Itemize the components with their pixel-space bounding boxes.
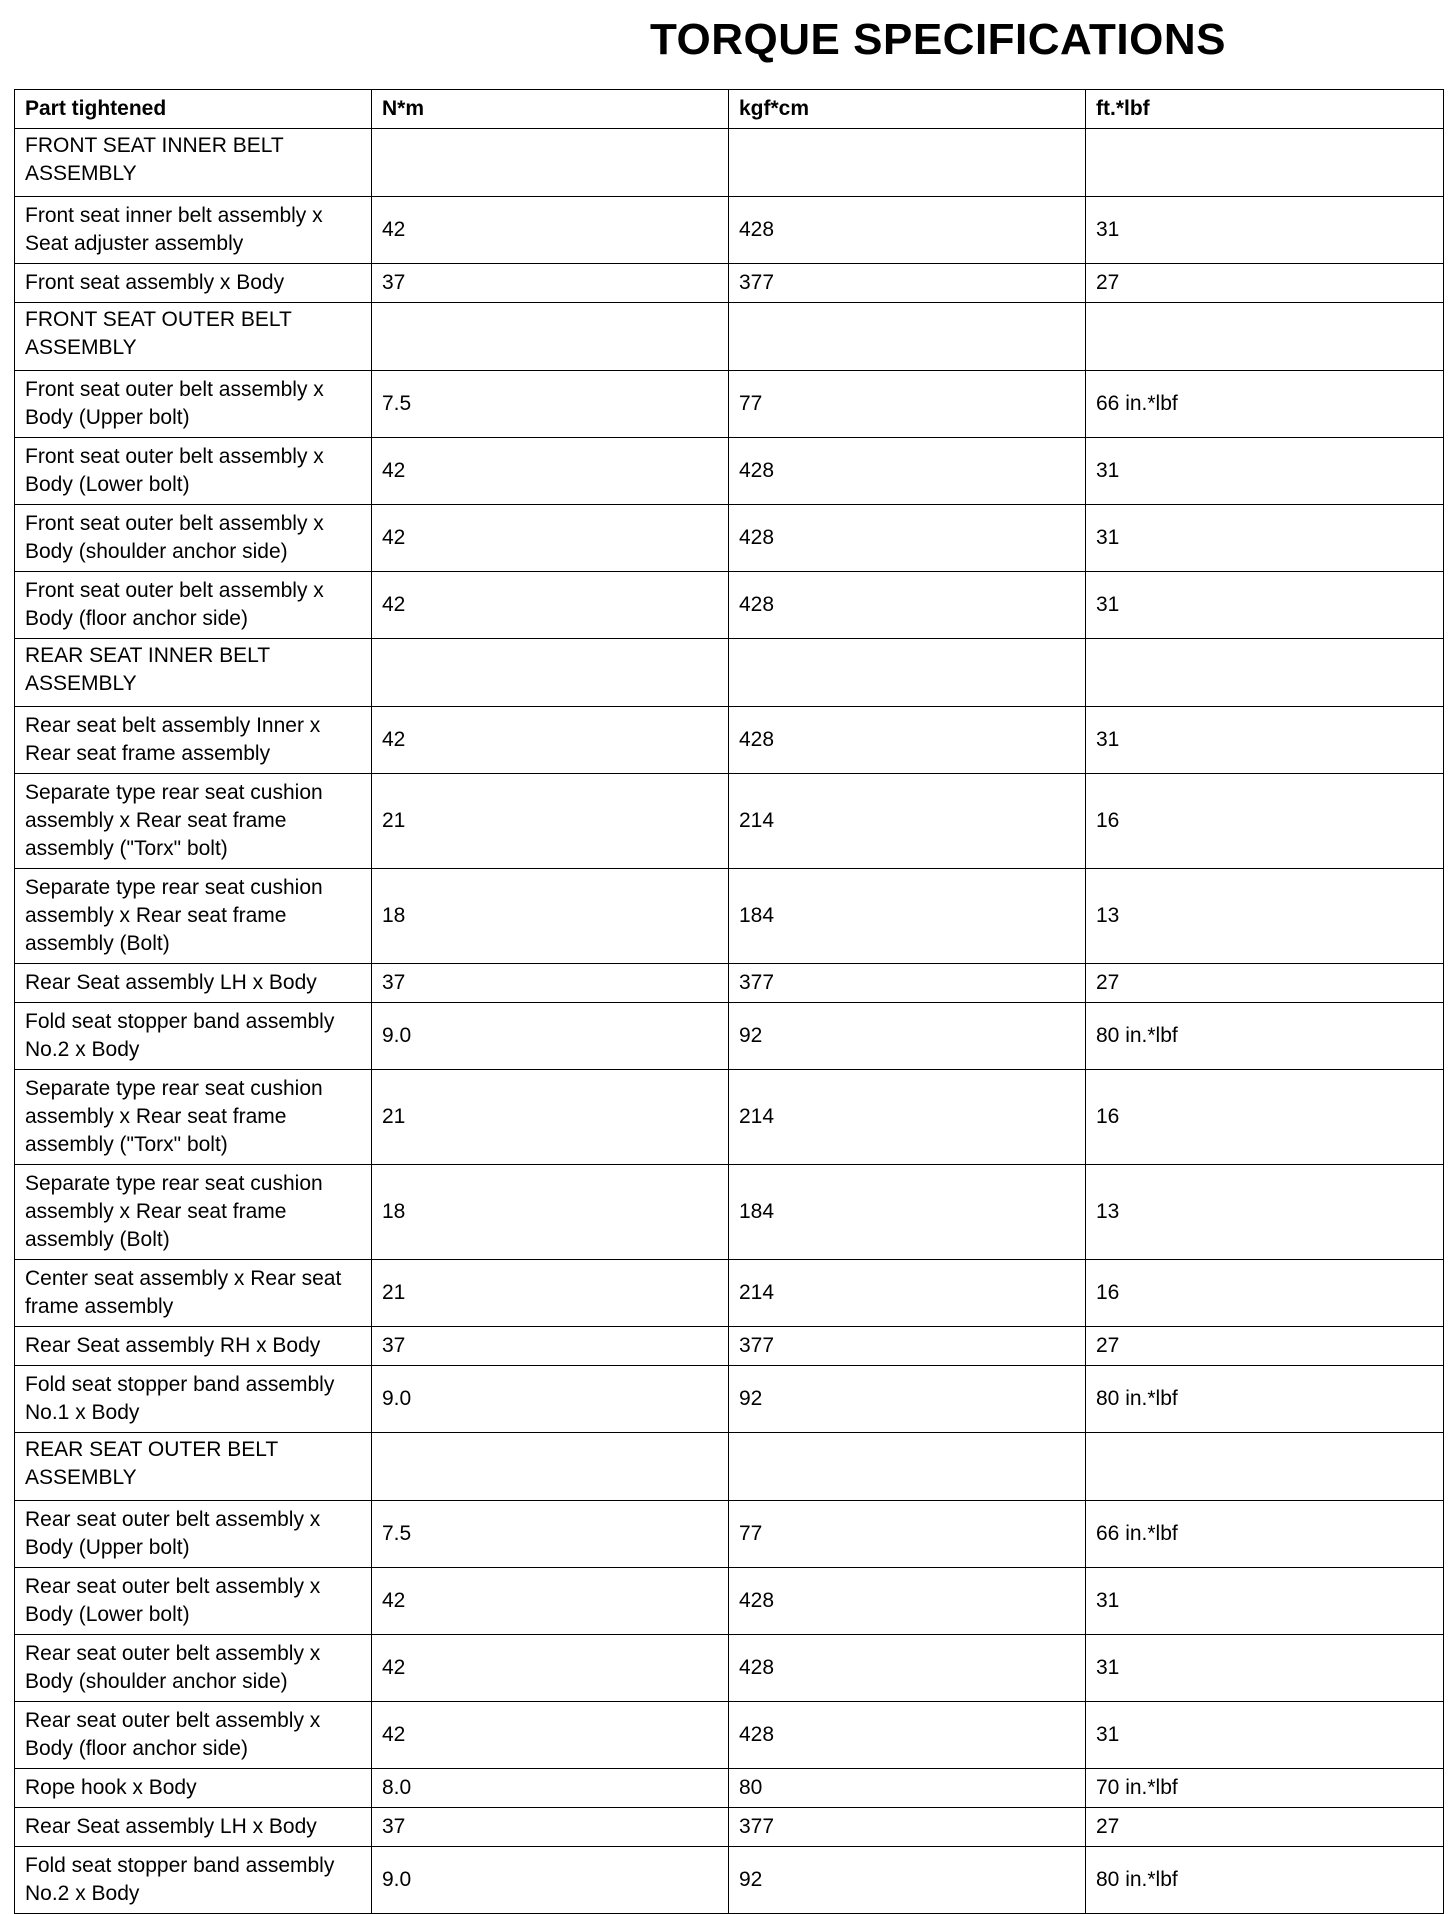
header-kgfcm: kgf*cm (729, 90, 1086, 129)
cell-nm: 8.0 (372, 1769, 729, 1808)
header-nm: N*m (372, 90, 729, 129)
cell-ftlbf: 31 (1086, 1702, 1444, 1769)
cell-part-tightened: Front seat outer belt assembly x Body (Upper bolt) (15, 371, 372, 438)
cell-nm (372, 303, 729, 371)
table-row (15, 1327, 1444, 1366)
cell-nm: 42 (372, 707, 729, 774)
cell-kgfcm: 214 (729, 1070, 1086, 1165)
cell-ftlbf (1086, 129, 1444, 197)
cell-kgfcm: 377 (729, 264, 1086, 303)
table-row (15, 707, 1444, 774)
cell-kgfcm (729, 129, 1086, 197)
torque-spec-table (14, 89, 1444, 1914)
cell-kgfcm: 214 (729, 774, 1086, 869)
cell-ftlbf: 16 (1086, 1070, 1444, 1165)
cell-kgfcm (729, 639, 1086, 707)
cell-nm: 42 (372, 1635, 729, 1702)
cell-nm (372, 129, 729, 197)
cell-ftlbf: 13 (1086, 1165, 1444, 1260)
cell-part-tightened: REAR SEAT OUTER BELT ASSEMBLY (15, 1433, 372, 1501)
cell-ftlbf: 31 (1086, 572, 1444, 639)
cell-part-tightened: Fold seat stopper band assembly No.2 x Body (15, 1003, 372, 1070)
cell-kgfcm: 428 (729, 438, 1086, 505)
cell-ftlbf: 31 (1086, 197, 1444, 264)
cell-ftlbf (1086, 1433, 1444, 1501)
cell-ftlbf: 70 in.*lbf (1086, 1769, 1444, 1808)
table-row (15, 1568, 1444, 1635)
table-row (15, 869, 1444, 964)
cell-kgfcm: 428 (729, 505, 1086, 572)
cell-part-tightened: Rope hook x Body (15, 1769, 372, 1808)
cell-part-tightened: Rear Seat assembly RH x Body (15, 1327, 372, 1366)
cell-nm: 37 (372, 1327, 729, 1366)
table-row (15, 264, 1444, 303)
header-ftlbf: ft.*lbf (1086, 90, 1444, 129)
cell-ftlbf (1086, 639, 1444, 707)
cell-part-tightened: Rear seat outer belt assembly x Body (Upper bolt) (15, 1501, 372, 1568)
table-header (15, 90, 1444, 129)
cell-kgfcm: 184 (729, 1165, 1086, 1260)
cell-ftlbf: 31 (1086, 1568, 1444, 1635)
page-title: TORQUE SPECIFICATIONS (649, 15, 1227, 64)
cell-nm: 21 (372, 1070, 729, 1165)
cell-part-tightened: Front seat outer belt assembly x Body (floor anchor side) (15, 572, 372, 639)
cell-nm: 42 (372, 505, 729, 572)
cell-part-tightened: Center seat assembly x Rear seat frame assembly (15, 1260, 372, 1327)
cell-kgfcm: 377 (729, 1327, 1086, 1366)
cell-kgfcm: 92 (729, 1003, 1086, 1070)
section-row (15, 639, 1444, 707)
cell-nm: 42 (372, 197, 729, 264)
cell-nm: 9.0 (372, 1366, 729, 1433)
cell-nm: 18 (372, 869, 729, 964)
cell-nm: 9.0 (372, 1003, 729, 1070)
section-row (15, 303, 1444, 371)
cell-ftlbf: 13 (1086, 869, 1444, 964)
cell-part-tightened: Separate type rear seat cushion assembly x Rear seat frame assembly ("Torx" bolt) (15, 774, 372, 869)
cell-kgfcm: 428 (729, 1568, 1086, 1635)
cell-ftlbf: 66 in.*lbf (1086, 1501, 1444, 1568)
cell-kgfcm: 428 (729, 1702, 1086, 1769)
table-row (15, 1702, 1444, 1769)
cell-ftlbf: 31 (1086, 505, 1444, 572)
cell-kgfcm: 77 (729, 371, 1086, 438)
header-part-tightened: Part tightened (15, 90, 372, 129)
cell-nm (372, 1433, 729, 1501)
cell-kgfcm: 77 (729, 1501, 1086, 1568)
cell-ftlbf: 31 (1086, 438, 1444, 505)
cell-part-tightened: Rear Seat assembly LH x Body (15, 1808, 372, 1847)
cell-part-tightened: Separate type rear seat cushion assembly x Rear seat frame assembly (Bolt) (15, 869, 372, 964)
table-row (15, 1366, 1444, 1433)
cell-part-tightened: Separate type rear seat cushion assembly x Rear seat frame assembly (Bolt) (15, 1165, 372, 1260)
cell-part-tightened: Fold seat stopper band assembly No.1 x Body (15, 1366, 372, 1433)
cell-part-tightened: FRONT SEAT INNER BELT ASSEMBLY (15, 129, 372, 197)
table-row (15, 505, 1444, 572)
cell-kgfcm: 428 (729, 707, 1086, 774)
cell-kgfcm (729, 1433, 1086, 1501)
cell-part-tightened: Front seat outer belt assembly x Body (Lower bolt) (15, 438, 372, 505)
cell-ftlbf: 31 (1086, 707, 1444, 774)
cell-ftlbf: 27 (1086, 1327, 1444, 1366)
cell-ftlbf: 80 in.*lbf (1086, 1003, 1444, 1070)
section-row (15, 1433, 1444, 1501)
cell-nm: 37 (372, 1808, 729, 1847)
cell-part-tightened: Front seat outer belt assembly x Body (shoulder anchor side) (15, 505, 372, 572)
cell-nm: 37 (372, 964, 729, 1003)
cell-ftlbf (1086, 303, 1444, 371)
cell-part-tightened: Rear seat outer belt assembly x Body (shoulder anchor side) (15, 1635, 372, 1702)
cell-part-tightened: Rear seat outer belt assembly x Body (floor anchor side) (15, 1702, 372, 1769)
cell-part-tightened: Front seat assembly x Body (15, 264, 372, 303)
table-row (15, 964, 1444, 1003)
cell-part-tightened: Rear seat belt assembly Inner x Rear seat frame assembly (15, 707, 372, 774)
cell-nm (372, 639, 729, 707)
cell-part-tightened: Rear Seat assembly LH x Body (15, 964, 372, 1003)
table-row (15, 1847, 1444, 1914)
cell-nm: 7.5 (372, 371, 729, 438)
cell-part-tightened: FRONT SEAT OUTER BELT ASSEMBLY (15, 303, 372, 371)
cell-nm: 7.5 (372, 1501, 729, 1568)
cell-ftlbf: 16 (1086, 774, 1444, 869)
cell-kgfcm: 428 (729, 1635, 1086, 1702)
cell-kgfcm: 80 (729, 1769, 1086, 1808)
cell-nm: 42 (372, 1568, 729, 1635)
cell-nm: 9.0 (372, 1847, 729, 1914)
table-body (15, 129, 1444, 1914)
cell-nm: 42 (372, 1702, 729, 1769)
cell-ftlbf: 66 in.*lbf (1086, 371, 1444, 438)
cell-part-tightened: REAR SEAT INNER BELT ASSEMBLY (15, 639, 372, 707)
cell-ftlbf: 27 (1086, 264, 1444, 303)
table-row (15, 1808, 1444, 1847)
cell-nm: 42 (372, 438, 729, 505)
cell-ftlbf: 80 in.*lbf (1086, 1366, 1444, 1433)
cell-nm: 21 (372, 774, 729, 869)
table-row (15, 1260, 1444, 1327)
cell-kgfcm: 92 (729, 1366, 1086, 1433)
cell-part-tightened: Rear seat outer belt assembly x Body (Lower bolt) (15, 1568, 372, 1635)
cell-kgfcm: 184 (729, 869, 1086, 964)
table-row (15, 197, 1444, 264)
table-row (15, 1769, 1444, 1808)
cell-kgfcm: 428 (729, 572, 1086, 639)
cell-ftlbf: 27 (1086, 964, 1444, 1003)
cell-ftlbf: 31 (1086, 1635, 1444, 1702)
cell-kgfcm: 92 (729, 1847, 1086, 1914)
cell-ftlbf: 80 in.*lbf (1086, 1847, 1444, 1914)
cell-kgfcm (729, 303, 1086, 371)
table-row (15, 438, 1444, 505)
cell-part-tightened: Separate type rear seat cushion assembly x Rear seat frame assembly ("Torx" bolt) (15, 1070, 372, 1165)
table-row (15, 371, 1444, 438)
cell-nm: 37 (372, 264, 729, 303)
cell-ftlbf: 27 (1086, 1808, 1444, 1847)
table-row (15, 1070, 1444, 1165)
table-row (15, 1165, 1444, 1260)
cell-kgfcm: 377 (729, 1808, 1086, 1847)
cell-part-tightened: Front seat inner belt assembly x Seat adjuster assembly (15, 197, 372, 264)
table-row (15, 1501, 1444, 1568)
cell-ftlbf: 16 (1086, 1260, 1444, 1327)
cell-nm: 42 (372, 572, 729, 639)
table-row (15, 774, 1444, 869)
table-row (15, 572, 1444, 639)
table-row (15, 1003, 1444, 1070)
table-row (15, 1635, 1444, 1702)
header-row (15, 90, 1444, 129)
cell-kgfcm: 214 (729, 1260, 1086, 1327)
cell-kgfcm: 428 (729, 197, 1086, 264)
cell-nm: 21 (372, 1260, 729, 1327)
cell-nm: 18 (372, 1165, 729, 1260)
section-row (15, 129, 1444, 197)
cell-kgfcm: 377 (729, 964, 1086, 1003)
cell-part-tightened: Fold seat stopper band assembly No.2 x Body (15, 1847, 372, 1914)
